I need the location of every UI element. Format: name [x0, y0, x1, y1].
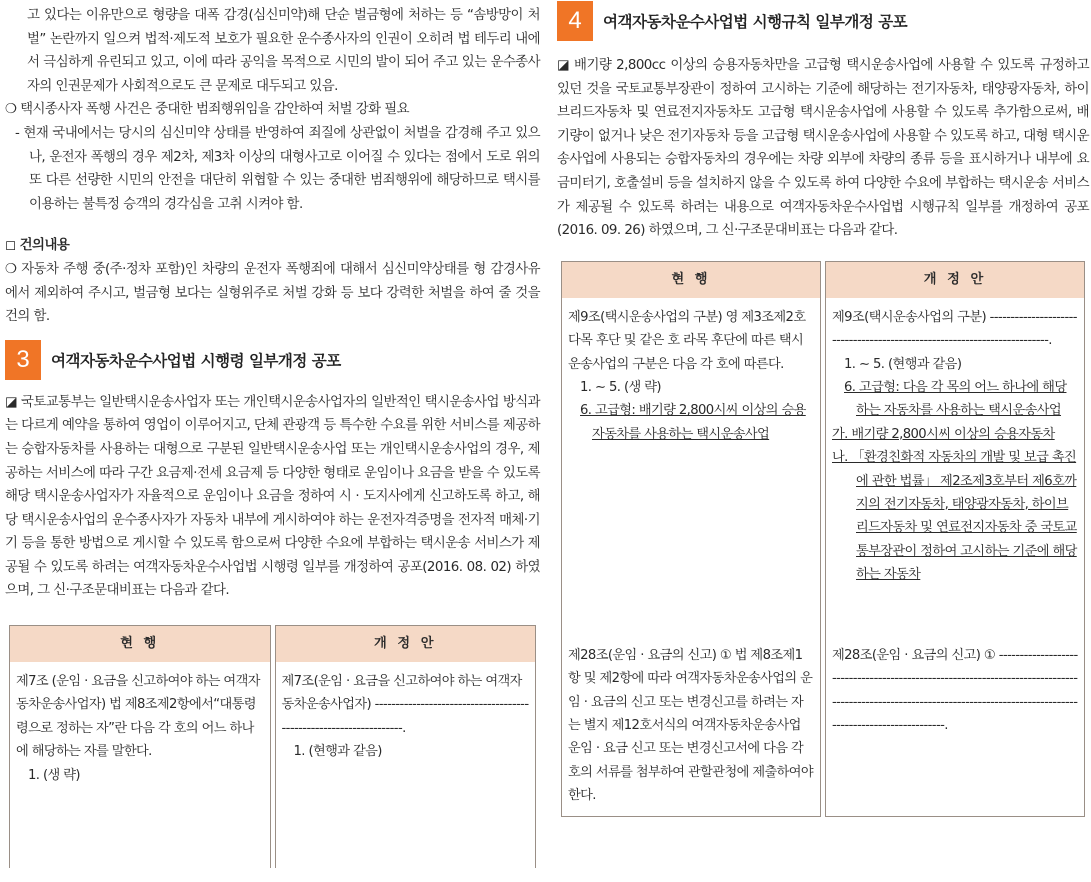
- article-text: 제28조(운임 · 요금의 신고) ① --------------------------------------------------------------------------------------------------------------------------------------------------------------------.: [832, 647, 1078, 733]
- section-title: 여객자동차운수사업법 시행령 일부개정 공포: [51, 351, 341, 370]
- proposal-body: ❍ 자동차 주행 중(주·정차 포함)인 차량의 운전자 폭행죄에 대해서 심신미약상태를 형 감경사유에서 제외하여 주시고, 벌금형 보다는 실형위주로 처벌 강화 등 보다 강력한 처벌을 하여 줄 것을 건의 함.: [5, 261, 540, 325]
- article-item-underlined: 6. 고급형: 배기량 2,800시씨 이상의 승용자동차를 사용하는 택시운송사업: [580, 403, 806, 442]
- intro-paragraph: 고 있다는 이유만으로 형량을 대폭 감경(심신미약)해 단순 벌금형에 처하는 등 “솜방망이 처벌” 논란까지 일으켜 법적·제도적 보호가 필요한 운수종사자의 인권이 오히려 법 테두리 내에서 극심하게 유린되고 있고, 이에 따라 공익을 목적으로 시민의 발이 되어 주고 있는 운수종사자의 인권문제가 사회적으로도 큰 문제로 대두되고 있음.: [27, 8, 540, 94]
- article-subitem: 가. 배기량 2,800시씨 이상의 승용자동차: [832, 426, 1055, 442]
- section-3-body: ◪ 국토교통부는 일반택시운송사업자 또는 개인택시운송사업자의 일반적인 택시운송사업 방식과는 다르게 예약을 통하여 영업이 이루어지고, 단체 관광객 등 특수한 수요를 위한 서비스를 제공하는 승합자동차를 사용하는 대형으로 구분된 일반택시운송사업 또는 개인택시운송사업의 경우, 제공하는 서비스에 따라 구간 요금제·전세 요금제 등 다양한 형태로 운임이나 요금을 받을 수 있도록 해당 택시운송사업자가 자율적으로 운임이나 요금을 정하여 시 · 도지사에게 신고하도록 하고, 해당 택시운송사업의 운수종사자가 자동차 내부에 게시하여야 하는 운전자격증명을 전자적 매체·기기 등을 통한 방법으로 게시할 수 있도록 함으로써 다양한 수요에 부합하는 택시운송 서비스가 제공될 수 있도록 하려는 여객자동차운수사업법 시행령 일부를 개정하여 공포(2016. 08. 02) 하였으며, 그 신·구조문대비표는 다음과 같다.: [5, 394, 540, 599]
- table-header-revised: 개 정 안: [825, 261, 1085, 298]
- table-header-revised: 개 정 안: [275, 625, 537, 662]
- section-4-header: [557, 0, 1089, 42]
- table-cell-current: [9, 662, 271, 868]
- table-cell-current: [561, 298, 821, 634]
- table-header-current: 현 행: [9, 625, 271, 662]
- article-item: 1. (현행과 같음): [293, 744, 382, 760]
- article-text: 제9조(택시운송사업의 구분) 영 제3조제2호 다목 후단 및 같은 호 라목 후단에 따른 택시운송사업의 구분은 다음 각 호에 따른다.: [568, 309, 806, 372]
- section-4-body: ◪ 배기량 2,800cc 이상의 승용자동차만을 고급형 택시운송사업에 사용할 수 있도록 규정하고 있던 것을 국토교통부장관이 정하여 고시하는 기준에 해당하는 전기자동차, 태양광자동차, 하이브리드자동차 및 연료전지자동차도 고급형 택시운송사업에 사용할 수 있도록 추가함으로써, 배기량이 없거나 낮은 전기자동차 등을 고급형 택시운송사업에 사용할 수 있도록 하고, 대형 택시운송사업에 사용되는 승합자동차의 경우에는 차량 외부에 차량의 종류 등을 표시하거나 내부에 요금미터기, 호출설비 등을 설치하지 않을 수 있도록 하여 다양한 수요에 부합하는 택시운송 서비스가 제공될 수 있도록 하려는 내용으로 여객자동차운수사업법 시행규칙 일부를 개정하여 공포(2016. 09. 26) 하였으며, 그 신·구조문대비표는 다음과 같다.: [557, 58, 1089, 239]
- article-item: 1. ∼ 5. (현행과 같음): [844, 356, 962, 372]
- section-number-badge: 4: [557, 1, 593, 41]
- comparison-table: [557, 261, 1089, 817]
- article-item: 1. ∼ 5. (생 략): [580, 379, 661, 395]
- dash-paragraph: - 현재 국내에서는 당시의 심신미약 상태를 반영하여 죄질에 상관없이 처벌을 감경해 주고 있으나, 운전자 폭행의 경우 제2차, 제3차 이상의 대형사고로 이어질 수 있다는 점에서 도로 위의 또 다른 선량한 시민의 안전을 대단히 위협할 수 있는 중대한 범죄행위에 해당하므로 택시를 이용하는 불특정 승객의 경각심을 고취 시켜야 함.: [15, 125, 540, 212]
- table-cell-revised: [825, 298, 1085, 634]
- article-text: 제7조 (운임 · 요금을 신고하여야 하는 여객자동차운송사업자) 법 제8조제2항에서“대통령령으로 정하는 자”란 다음 각 호의 어느 하나에 해당하는 자를 말한다.: [16, 674, 260, 760]
- article-text: 제28조(운임 · 요금의 신고) ① 법 제8조제1항 및 제2항에 따라 여객자동차운송사업의 운임 · 요금의 신고 또는 변경신고를 하려는 자는 별지 제12호서식의 여객자동차운송사업 운임 · 요금 신고 또는 변경신고서에 다음 각 호의 서류를 첨부하여 관할관청에 제출하여야 한다.: [568, 647, 814, 804]
- section-number-badge: 3: [5, 340, 41, 380]
- table-cell-revised: [275, 662, 537, 868]
- article-item-underlined: 6. 고급형: 다음 각 목의 어느 하나에 해당하는 자동차를 사용하는 택시운송사업: [844, 379, 1067, 419]
- table-cell-current: [561, 634, 821, 817]
- article-text: 제7조(운임 · 요금을 신고하여야 하는 여객자동차운송사업자) ------------------------------------------------------------------.: [281, 674, 529, 736]
- table-cell-revised: [825, 634, 1085, 817]
- table-header-current: 현 행: [561, 261, 821, 298]
- article-subitem: 나. 「환경친화적 자동차의 개발 및 보급 촉진에 관한 법률」 제2조제3호부터 제6호까지의 전기자동차, 태양광자동차, 하이브리드자동차 및 연료전지자동차 중 국토교통부장관이 정하여 고시하는 기준에 해당하는 자동차: [832, 450, 1077, 583]
- article-text: 제9조(택시운송사업의 구분) -------------------------------------------------------------------------.: [832, 309, 1077, 349]
- bullet-paragraph: ❍ 택시종사자 폭행 사건은 중대한 범죄행위임을 감안하여 처벌 강화 필요: [5, 102, 409, 118]
- comparison-table: [5, 625, 540, 868]
- section-title: 여객자동차운수사업법 시행규칙 일부개정 공포: [603, 13, 908, 31]
- right-column: [557, 0, 1089, 817]
- article-item: 1. (생 략): [28, 767, 80, 783]
- section-3-header: [5, 339, 540, 381]
- proposal-heading: ◻ 건의내용: [5, 238, 70, 254]
- left-column: [5, 0, 540, 868]
